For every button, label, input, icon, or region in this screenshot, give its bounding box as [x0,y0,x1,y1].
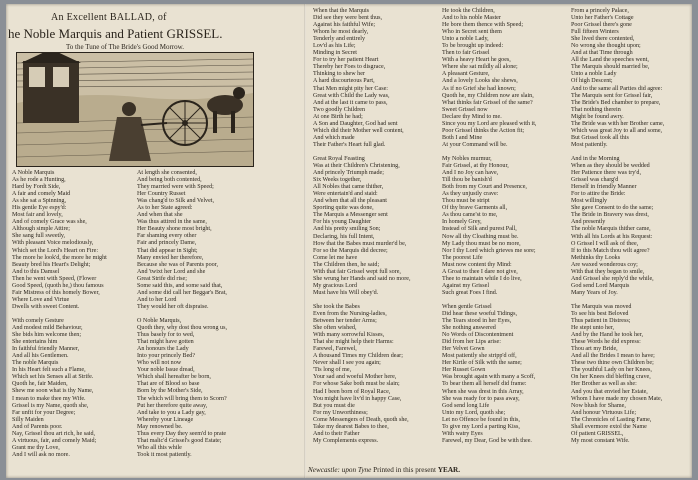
verse-line: Beauty bred his Heart's Delight; [12,261,91,268]
verse-line: With pleasant Voice melodiously, [12,240,94,247]
verse-line: Many Years of Joy. [571,289,618,296]
verse-line: Great Strife did rise; [137,275,187,282]
verse-line: Great Royal Feasting [313,155,365,162]
verse-line: For his young Daughter [313,219,372,226]
verse-line: The Marquis sent for Grissel fair, [571,92,653,99]
verse-line: And in the Morning [571,155,620,162]
stanza-gap [571,297,691,304]
verse-line: A Son and Daughter, God had sent [313,120,398,127]
verse-line: For to attire the Bride: [571,191,626,198]
verse-line: Declaring, his full Intent, [313,233,375,240]
verse-line: When gentle Grissel [442,303,492,310]
verse-line: She entertains him [12,339,58,346]
verse-line: That did appear in Sight; [137,247,198,254]
verse-line: Dwells with sweet Content. [12,303,80,310]
verse-line: And I will ask no more. [12,451,70,458]
verse-line: Did hear these woeful Tidings, [442,311,517,318]
verse-line: Their Father's Heart full glad. [313,141,386,148]
verse-line: Thus basely for to wed, [137,332,195,339]
verse-line: Shall evermore extol the Name [571,423,647,430]
verse-line: Thee to maintain while I do live, [442,275,522,282]
verse-line: Till thou be banish'd [442,177,492,184]
verse-line: Shew me soon what is thy Name, [12,388,94,395]
verse-line: She sang full sweetly, [12,233,66,240]
verse-line: And modest mild Behaviour, [12,325,83,332]
verse-line: That nothing therein [571,106,621,113]
column-4-verses [571,8,691,445]
verse-line: Six Weeks together, [313,177,362,184]
verse-line: A pleasant Gesture, [442,71,490,78]
verse-line: The Tears stood in her Eyes, [442,318,512,325]
verse-line: Come let me have [313,254,358,261]
verse-line: Come Messengers of Death, quoth she, [313,416,409,423]
verse-line: In homely Grey, [442,219,482,226]
verse-line: Her Russet Gown [442,367,486,374]
verse-line: May renowned be. [137,423,183,430]
verse-line: A hard discourteous Part, [313,78,375,85]
verse-line: When that the Marquis [313,8,370,14]
verse-line: My gracious Lord [313,282,358,289]
column-3-verses [442,8,568,445]
verse-line: God send long Life [442,402,490,409]
stanza-gap [313,297,448,304]
verse-line: Was chang'd to Silk and Velvet, [137,198,214,205]
verse-line: As he rode a Hunting, [12,177,66,184]
verse-line: Whom I have made my chosen Mate, [571,395,663,402]
verse-line: Unto my Lord, quoth she; [442,409,506,416]
verse-line: Many envied her therefore, [137,254,204,261]
verse-line: A fair and comely Maid [12,191,71,198]
verse-line: Who in Secret sent them [442,29,502,36]
verse-line: All Nobles that came thither, [313,184,384,191]
ballad-title-line1: An Excellent BALLAD, of [51,12,167,23]
verse-line: Let no Offence be found in this, [442,416,520,423]
verse-line: Against my Grissel [442,282,490,289]
verse-line: At one Birth he had; [313,113,363,120]
verse-line: Methinks thy Looks [571,254,621,261]
verse-line: Take my dearest Babes to thee, [313,423,389,430]
verse-line: And when that she [137,212,183,219]
verse-line: Must now content thy Mind: [442,261,512,268]
stanza-gap [137,311,227,318]
verse-line: To give my Lord a parting Kiss, [442,423,520,430]
verse-line: You might have liv'd in happy Case, [313,395,402,402]
verse-line: As they unjustly crave: [442,191,499,198]
verse-line: And Grissel she reply'd the while, [571,275,654,282]
verse-line: At your Command will be. [442,141,508,148]
verse-line: Grissel is my Name, quoth she, [12,402,89,409]
verse-line: O Grissel I will ask of thee, [571,240,639,247]
verse-line: To see his best Beloved [571,311,629,318]
verse-line: To be brought up indeed: [442,43,504,50]
verse-line: The Bride's Bed chamber to prepare, [571,99,661,106]
verse-line: They would her oft dispraise. [137,303,209,310]
verse-line: She bids him welcome then; [12,332,82,339]
verse-line: As if no Grief she had known; [442,85,516,92]
verse-line: The Bride was with her Brother came, [571,120,665,127]
verse-line: The Chronicles of Lasting Fame, [571,416,652,423]
verse-line: Are waxed wonderous coy; [571,261,638,268]
verse-line: And by the Hand he took her, [571,332,644,339]
verse-line: And at the last it came to pass, [313,99,388,106]
verse-line: Must have his Will obey'd. [313,289,379,296]
verse-line: Did see they were bent thus, [313,15,383,22]
verse-line: The Marquis a Messenger sent [313,212,388,219]
verse-line: But Grissel took all this [571,134,629,141]
verse-line: Lov'd as his Life; [313,43,356,50]
verse-line: Thus patient in Distress; [571,318,631,325]
woodcut-illustration [16,52,254,167]
stanza-gap [313,149,448,156]
verse-line: Some said this, and some said that, [137,282,223,289]
verse-line: To bear them all herself did frame: [442,381,527,388]
verse-line: And of Parents poor. [12,423,63,430]
verse-line: Your sad and woeful Mother here, [313,374,397,381]
verse-line: Which was great Joy to all and some, [571,127,663,134]
verse-line: 'Tis long of me, [313,367,352,374]
verse-line: And all his Gentlemen. [12,353,69,360]
verse-line: Her Country Russet [137,191,186,198]
verse-line: Was brought again with many a Scoff, [442,374,536,381]
verse-line: Which set the Lord's Heart on Fire: [12,247,99,254]
verse-line: What thinks fair Grissel of the same? [442,99,533,106]
verse-line: For my Unworthiness; [313,409,368,416]
verse-line: Instead of Silk and purest Pall, [442,226,517,233]
verse-line: Took it most patiently. [137,451,192,458]
verse-line: Great with Child the Lady was, [313,92,390,99]
verse-line: Her Velvet Gown [442,346,485,353]
imprint-footer [308,466,460,474]
verse-line: Between her tender Arms; [313,318,377,325]
column-2-verses [313,8,448,445]
verse-line: Thou must be stript [442,198,490,205]
verse-line: Poor Grissel thinks the Action fit; [442,127,525,134]
verse-line: With all his Lords at his Request: [571,233,653,240]
verse-line: As to her State agreed: [137,205,193,212]
verse-line: And presently [571,219,606,226]
verse-line: Was at their Children's Christening, [313,163,400,170]
verse-line: Both I and Mine [442,134,483,141]
verse-line: An honours the Lady [137,346,189,353]
verse-line: Then to fair Grissel [442,50,490,57]
verse-line: On her Knees did bleffing crave, [571,374,651,381]
verse-line: Thou art my Bride, [571,346,618,353]
verse-line: My Nobles murmur, [442,155,492,162]
verse-line: Which shall hereafter be born, [137,374,211,381]
verse-line: And I no Joy can have, [442,170,499,177]
verse-line: Although simple Attire; [12,226,70,233]
verse-line: That she might help their Harms: [313,339,394,346]
verse-line: Your noble Issue dread, [137,367,195,374]
verse-line: A Groat to thee I dare not give, [442,268,518,275]
verse-line: Where she sat mildly all alone; [442,64,518,71]
verse-line: No Words of Discontentment [442,332,514,339]
verse-line: These Words he did express: [571,339,641,346]
verse-line: No wrong she thought upon; [571,43,641,50]
verse-line: Two goodly Children [313,106,366,113]
verse-line: For whose Sake both must be slain; [313,381,400,388]
stanza-gap [442,297,568,304]
verse-line: My Lady thou must be no more, [442,240,521,247]
verse-line: Full fifteen Winters [571,29,619,36]
verse-line: Had I been born of Royal Race, [313,388,391,395]
verse-line: Tenderly and entirely [313,36,366,43]
verse-line: And to their Father [313,430,360,437]
verse-line: Which did their Mother well content, [313,127,404,134]
verse-line: Against his faithful Wife; [313,22,376,29]
verse-line: She often wished, [313,325,357,332]
verse-line: And to her Lord [137,296,177,303]
verse-line: Farewel, my Dear, God be with thee. [442,437,532,444]
verse-line: Whom he most dearly, [313,29,369,36]
verse-line: Whereby your Lineage [137,416,194,423]
verse-line: Since you my Lord are pleased with it, [442,120,537,127]
verse-line: Her Beauty shone most bright, [137,226,212,233]
verse-line: The Marquis was moved [571,303,632,310]
verse-line: And some did call her Beggar's Brat, [137,289,227,296]
verse-line: And you that envied her Estate, [571,388,648,395]
verse-line: With that they began to smile, [571,268,645,275]
verse-line: That malic'd Grissel's good Estate; [137,437,222,444]
verse-line: That are of Blood so base [137,381,200,388]
verse-line: In his Heart felt such a Flame, [12,367,86,374]
verse-line: The poorest Life [442,254,483,261]
verse-line: And a lovely Looks she shews, [442,78,518,85]
verse-line: Silly Maiden [12,416,44,423]
verse-line: Minding in Secret [313,50,358,57]
ballad-title-line2: he Noble Marquis and Patient GRISSEL. [8,26,223,41]
verse-line: Such great Foes I find. [442,289,498,296]
verse-line: If to this Match thou wilt agree? [571,247,650,254]
verse-line: And when that all the pleasant [313,198,387,205]
verse-line: A Noble Marquis [12,170,55,176]
verse-line: Hard by Fordt Side, [12,184,61,191]
verse-line: Into your princely Bed? [137,353,196,360]
verse-line: Unto her Father's Cottage [571,15,634,22]
verse-line: I mean to make thee my Wife. [12,395,86,402]
verse-line: Unto a noble Lady [571,71,617,78]
verse-line: Good Speed, (quoth he,) thou famous [12,282,104,289]
verse-line: Put her therefore quite away, [137,402,208,409]
verse-line: With comely Gesture [12,317,64,324]
sheet-fold [304,4,306,478]
verse-line: But you must die [313,402,355,409]
verse-line: He bore them thence with Speed; [442,22,524,29]
verse-line: Then he went with Speed, (Flower [12,275,97,282]
verse-line: Far unfit for your Degree; [12,409,76,416]
verse-line: Most patiently. [571,141,608,148]
verse-line: Now all thy Cloathing must be. [442,233,519,240]
verse-line: With watry Eyes [442,430,483,437]
column-1a-verses [12,170,107,459]
verse-line: The which will bring them to Scorn? [137,395,227,402]
verse-line: Unto a noble Lady, [442,36,489,43]
verse-line: His gentle Eye espy'd: [12,205,67,212]
verse-line: Might be found awry. [571,113,624,120]
verse-line: O Noble Marquis, [137,317,182,324]
verse-line: She gave Consent to do the same; [571,205,654,212]
verse-line: Fair Grissel, at thy Honour, [442,163,509,170]
verse-line: Both from my Court and Presence, [442,184,527,191]
verse-line: Of patient GRISSEL, [571,430,624,437]
stanza-gap [571,149,691,156]
verse-line: And to the same all Parties did agree: [571,85,663,92]
verse-line: And to his noble Master [442,15,501,22]
verse-line: The noble Marquis thither came, [571,226,651,233]
verse-line: Which set his Senses all at Strife. [12,374,94,381]
imprint-year: YEAR. [437,466,460,474]
verse-line: And all the Brides I mean to have; [571,353,655,360]
verse-line: And take to you a Lady gay, [137,409,206,416]
verse-line: Declare thy Mind to me. [442,113,502,120]
verse-line: And honour Virtuous Life; [571,409,637,416]
verse-line: For so the Marquis did decree; [313,247,388,254]
verse-line: Grissel was charg'd [571,177,619,184]
verse-line: As she sat a Spinning, [12,198,66,205]
verse-line: The Children then, he said; [313,261,380,268]
column-1b-verses [137,170,227,459]
verse-line: Herself in friendly Manner [571,184,637,191]
verse-line: Where Love and Virtue [12,296,70,303]
broadside-sheet [6,4,692,478]
verse-line: Of thy brave Garments all, [442,205,508,212]
verse-line: From a princely Palace, [571,8,629,14]
verse-line: Fair and princely Dame, [137,240,197,247]
verse-line: A virtuous, fair, and comely Maid; [12,437,97,444]
verse-line: When as they should be wedded [571,163,650,170]
verse-line: The Marquis should married be, [571,64,650,71]
verse-line: Quoth he, my Children now are slain, [442,92,534,99]
verse-line: Thus every Day they seem'd to prate [137,430,227,437]
verse-line: Sporting quite was done, [313,205,374,212]
verse-line: When she was drest in this Array, [442,388,524,395]
verse-line: Were entertain'd and staid: [313,191,378,198]
verse-line: The more he look'd, the more he might [12,254,107,261]
verse-line: She wrung her Hands and said no more, [313,275,411,282]
verse-line: With a heavy Heart he goes, [442,57,511,64]
verse-line: Thereby her Foes to disgrace, [313,64,386,71]
tune-line: To the Tune of The Bride's Good Morrow. [66,43,185,51]
verse-line: How that the Babes must murder'd be, [313,240,407,247]
verse-line: Far shaming every other [137,233,197,240]
verse-line: Her Kirtle of Silk with the same; [442,360,522,367]
verse-line: She lived there contented, [571,36,635,43]
verse-line: For to try her patient Heart [313,57,379,64]
verse-line: The Bride in Bravery was drest, [571,212,649,219]
verse-line: God send Lord Marquis [571,282,630,289]
verse-line: Nor I thy Lord which grieves me sore; [442,247,536,254]
verse-line: Poor Grissel there's gone [571,22,632,29]
verse-line: Did from her Lips arise: [442,339,501,346]
verse-line: With many sorrowful Kisses, [313,332,385,339]
stanza-gap [12,311,107,318]
verse-line: And at that Time through [571,50,633,57]
verse-line: And 'twixt her Lord and she [137,268,206,275]
verse-line: Because she was of Parents poor, [137,261,218,268]
verse-line: Fair Mistress of this homely Bower, [12,289,100,296]
verse-line: She nothing answered [442,325,496,332]
verse-line: Now blush for Shame, [571,402,626,409]
verse-line: At length she consented, [137,170,197,176]
verse-line: Never shall I see you again; [313,360,381,367]
verse-line: She was ready for to pass away, [442,395,520,402]
verse-line: Who will not now [137,360,182,367]
verse-line: Most willingly [571,198,608,205]
verse-line: Of high Descent; [571,78,613,85]
verse-line: That Men might pity her Case: [313,85,388,92]
verse-line: Most patiently she stripp'd off, [442,353,517,360]
stanza-gap [442,149,568,156]
verse-line: All the Land the speeches went, [571,57,649,64]
verse-line: Grant me thy Love, [12,444,60,451]
verse-line: Farewel, Farewel, [313,346,357,353]
verse-line: Thinking to shew her [313,71,365,78]
verse-line: A thousand Times my Children dear; [313,353,403,360]
verse-line: He took the Children, [442,8,495,14]
verse-line: That might have gotten [137,339,194,346]
imprint-place: Newcastle: upon Tyne [308,466,372,474]
verse-line: And to this Damsel [12,268,60,275]
verse-line: Her Brother as well as she: [571,381,637,388]
verse-line: Nay, Grissel thou art rich, he said, [12,430,96,437]
verse-line: With that fair Grissel wept full sore, [313,268,401,275]
verse-line: As thou came'st to me, [442,212,498,219]
verse-line: Quoth they, why dost thou wrong us, [137,325,227,332]
verse-line: They married were with Speed; [137,184,214,191]
verse-line: Her Patience there was try'd, [571,170,641,177]
verse-line: Most fair and lovely, [12,212,63,219]
verse-line: Quoth he, fair Maiden, [12,381,68,388]
verse-line: Was thus attired in the same, [137,219,207,226]
verse-line: Who all this while [137,444,182,451]
verse-line: The youthful Lady on her Knees, [571,367,652,374]
verse-line: She took the Babes [313,303,360,310]
verse-line: Even from the Nursing-ladies, [313,311,387,318]
verse-line: My Complements express. [313,437,379,444]
verse-line: Born by the Mother's Side, [137,388,203,395]
verse-line: And princely Triumph made; [313,170,384,177]
verse-line: And which made [313,134,355,141]
verse-line: In faithful friendly Manner, [12,346,80,353]
verse-line: And being both contented, [137,177,202,184]
verse-line: The noble Marquis [12,360,59,367]
verse-line: My most constant Wife. [571,437,630,444]
verse-line: And his pretty smiling Son; [313,226,381,233]
verse-line: He stept unto her, [571,325,615,332]
verse-line: Sweet Grissel now [442,106,488,113]
imprint-text: Printed in this present [373,466,437,474]
verse-line: These two thine own Children be; [571,360,654,367]
verse-line: And of comely Grace was she, [12,219,87,226]
